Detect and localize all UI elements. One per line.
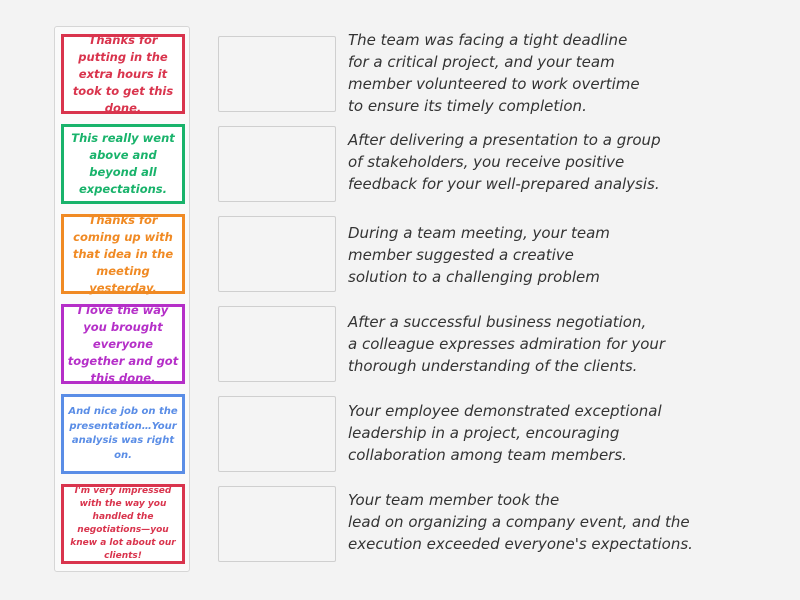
prompt-2: After delivering a presentation to a group of stakeholders, you receive positive feedback for your well-prepared analysis. bbox=[348, 131, 661, 193]
drop-slot-3[interactable] bbox=[218, 216, 336, 292]
drop-slot-6[interactable] bbox=[218, 486, 336, 562]
drop-slot-5[interactable] bbox=[218, 396, 336, 472]
prompt-1: The team was facing a tight deadline for a critical project, and your team member volunteered to work overtime to ensure its timely completion. bbox=[348, 31, 640, 115]
answer-card-6-text: I'm very impressed with the way you handled the negotiations—you knew a lot about our clients! bbox=[70, 486, 176, 561]
answer-card-5[interactable] bbox=[61, 394, 185, 474]
answer-card-6[interactable] bbox=[61, 484, 185, 564]
drop-slot-2[interactable] bbox=[218, 126, 336, 202]
prompt-3: During a team meeting, your team member suggested a creative solution to a challenging problem bbox=[348, 224, 610, 286]
answer-card-5-text: And nice job on the presentation…Your analysis was right on. bbox=[68, 406, 178, 461]
answer-card-1-text: Thanks for putting in the extra hours it took to get this done. bbox=[72, 32, 174, 115]
answer-card-2-text: This really went above and beyond all expectations. bbox=[71, 131, 175, 196]
answer-card-2[interactable] bbox=[61, 124, 185, 204]
prompt-5: Your employee demonstrated exceptional leadership in a project, encouraging collaboration among team members. bbox=[348, 402, 662, 464]
answer-card-4-text: I love the way you brought everyone together and got this done. bbox=[67, 302, 179, 385]
answer-card-3-text: Thanks for coming up with that idea in the meeting yesterday. bbox=[72, 212, 174, 295]
prompt-6: Your team member took the lead on organizing a company event, and the execution exceeded everyone's expectations. bbox=[348, 491, 693, 553]
drop-slot-1[interactable] bbox=[218, 36, 336, 112]
drop-slot-4[interactable] bbox=[218, 306, 336, 382]
answer-card-3[interactable] bbox=[61, 214, 185, 294]
answer-card-4[interactable] bbox=[61, 304, 185, 384]
prompt-4: After a successful business negotiation, a colleague expresses admiration for your thorough understanding of the clients. bbox=[348, 313, 666, 375]
answer-card-1[interactable] bbox=[61, 34, 185, 114]
